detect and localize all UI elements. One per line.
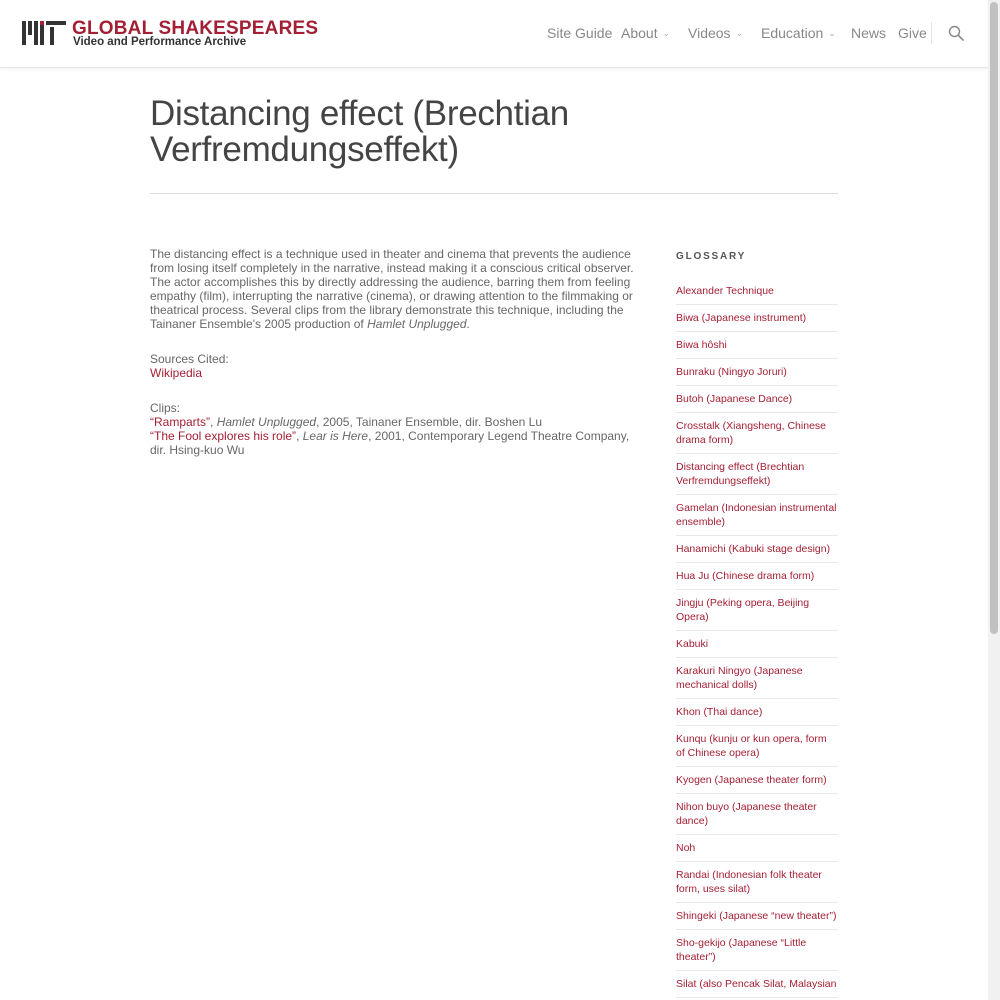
glossary-heading: GLOSSARY <box>676 251 747 262</box>
nav-news[interactable] <box>851 24 886 42</box>
list-item <box>676 767 838 794</box>
description-text: The distancing effect is a technique used in theater and cinema that prevents the audience from losing itself completely in the narrative, instead making it a conscious critical observer. The actor accomplishes this by directly addressing the audience, barring them from feeling empathy (film), interrupting the narrative (cinema), or drawing attention to the filmmaking or theatrical process. Several clips from the library demonstrate this technique, including the Tainaner Ensemble's 2005 production of <box>150 247 634 331</box>
list-item <box>676 903 838 930</box>
nav-site-guide[interactable] <box>547 24 612 42</box>
list-item <box>676 590 838 631</box>
nav-label: Videos <box>688 25 731 41</box>
list-item <box>676 699 838 726</box>
list-item <box>676 835 838 862</box>
glossary-link[interactable]: Crosstalk (Xiangsheng, Chinese drama form) <box>676 420 826 446</box>
list-item <box>676 658 838 699</box>
logo-subtitle: Video and Performance Archive <box>73 36 247 48</box>
list-item <box>676 726 838 767</box>
list-item <box>676 332 838 359</box>
clips-label: Clips: <box>150 401 181 415</box>
nav-label: Site Guide <box>547 25 613 41</box>
clip-link-ramparts[interactable]: “Ramparts” <box>150 415 211 429</box>
nav-label: Give <box>898 25 927 41</box>
glossary-link[interactable]: Sho-gekijo (Japanese “Little theater”) <box>676 937 807 963</box>
clip-work-title: Lear is Here <box>302 429 369 443</box>
page-title: Distancing effect (Brechtian Verfremdungseffekt) <box>150 94 569 169</box>
glossary-link[interactable]: Alexander Technique <box>676 285 774 297</box>
list-item <box>676 971 838 998</box>
clip-link-fool[interactable]: “The Fool explores his role” <box>150 429 297 443</box>
list-item <box>676 305 838 332</box>
chevron-down-icon: ⌄ <box>662 28 671 38</box>
nav-label: Education <box>761 25 824 41</box>
glossary-list <box>676 284 838 998</box>
list-item <box>676 536 838 563</box>
glossary-link[interactable]: Butoh (Japanese Dance) <box>676 393 793 405</box>
glossary-link[interactable]: Jingju (Peking opera, Beijing Opera) <box>676 597 810 623</box>
logo-title: GLOBAL SHAKESPEARES <box>72 18 319 39</box>
clip-separator: , <box>296 429 303 443</box>
scrollbar-thumb[interactable] <box>990 2 998 634</box>
description-end: . <box>466 317 470 331</box>
clip-separator: , <box>210 415 217 429</box>
entry-description <box>150 247 646 331</box>
glossary-link[interactable]: Kabuki <box>676 638 709 650</box>
sources-block <box>150 352 646 380</box>
chevron-down-icon: ⌄ <box>735 28 744 38</box>
list-item <box>676 563 838 590</box>
glossary-sidebar <box>676 252 838 998</box>
list-item <box>676 454 838 495</box>
chevron-down-icon: ⌄ <box>828 28 836 38</box>
search-icon[interactable] <box>948 25 964 41</box>
clips-block <box>150 401 646 457</box>
list-item <box>676 495 838 536</box>
description-work-title: Hamlet Unplugged <box>367 317 467 331</box>
glossary-link[interactable]: Hua Ju (Chinese drama form) <box>676 570 815 582</box>
site-header <box>0 0 988 68</box>
glossary-link[interactable]: Noh <box>676 842 696 854</box>
entry-content <box>150 247 646 457</box>
glossary-link[interactable]: Shingeki (Japanese “new theater”) <box>676 910 837 922</box>
list-item <box>676 794 838 835</box>
list-item <box>676 284 838 305</box>
glossary-link[interactable]: Randai (Indonesian folk theater form, uses silat) <box>676 869 822 895</box>
clip-work-title: Hamlet Unplugged <box>216 415 317 429</box>
nav-education[interactable] <box>761 24 836 44</box>
list-item <box>676 359 838 386</box>
glossary-link[interactable]: Khon (Thai dance) <box>676 706 763 718</box>
glossary-link[interactable]: Bunraku (Ningyo Joruri) <box>676 366 787 378</box>
clip-details: , 2001, Contemporary Legend Theatre Company, dir. Hsing-kuo Wu <box>150 429 630 457</box>
clip-details: , 2005, Tainaner Ensemble, dir. Boshen Lu <box>316 415 543 429</box>
list-item <box>676 862 838 903</box>
glossary-link[interactable]: Biwa hôshi <box>676 339 727 351</box>
glossary-link[interactable]: Gamelan (Indonesian instrumental ensemble) <box>676 502 837 528</box>
title-divider <box>150 193 838 194</box>
nav-give[interactable] <box>898 24 927 42</box>
main-nav <box>0 24 988 44</box>
nav-label: News <box>851 25 887 41</box>
wikipedia-link[interactable]: Wikipedia <box>150 366 203 380</box>
nav-about[interactable] <box>621 24 670 44</box>
glossary-link[interactable]: Karakuri Ningyo (Japanese mechanical dolls) <box>676 665 803 691</box>
glossary-link[interactable]: Hanamichi (Kabuki stage design) <box>676 543 831 555</box>
sources-label: Sources Cited: <box>150 352 229 366</box>
glossary-link[interactable]: Distancing effect (Brechtian Verfremdungseffekt) <box>676 461 805 487</box>
glossary-link[interactable]: Nihon buyo (Japanese theater dance) <box>676 801 817 827</box>
list-item <box>676 631 838 658</box>
nav-divider <box>931 22 932 44</box>
list-item <box>676 413 838 454</box>
nav-videos[interactable] <box>688 24 743 44</box>
glossary-link[interactable]: Silat (also Pencak Silat, Malaysian <box>676 978 837 990</box>
list-item <box>676 386 838 413</box>
glossary-link[interactable]: Kunqu (kunju or kun opera, form of Chinese opera) <box>676 733 827 759</box>
page-scrollbar[interactable] <box>988 0 1000 1000</box>
nav-label: About <box>621 25 658 41</box>
glossary-link[interactable]: Kyogen (Japanese theater form) <box>676 774 827 786</box>
glossary-link[interactable]: Biwa (Japanese instrument) <box>676 312 807 324</box>
list-item <box>676 930 838 971</box>
